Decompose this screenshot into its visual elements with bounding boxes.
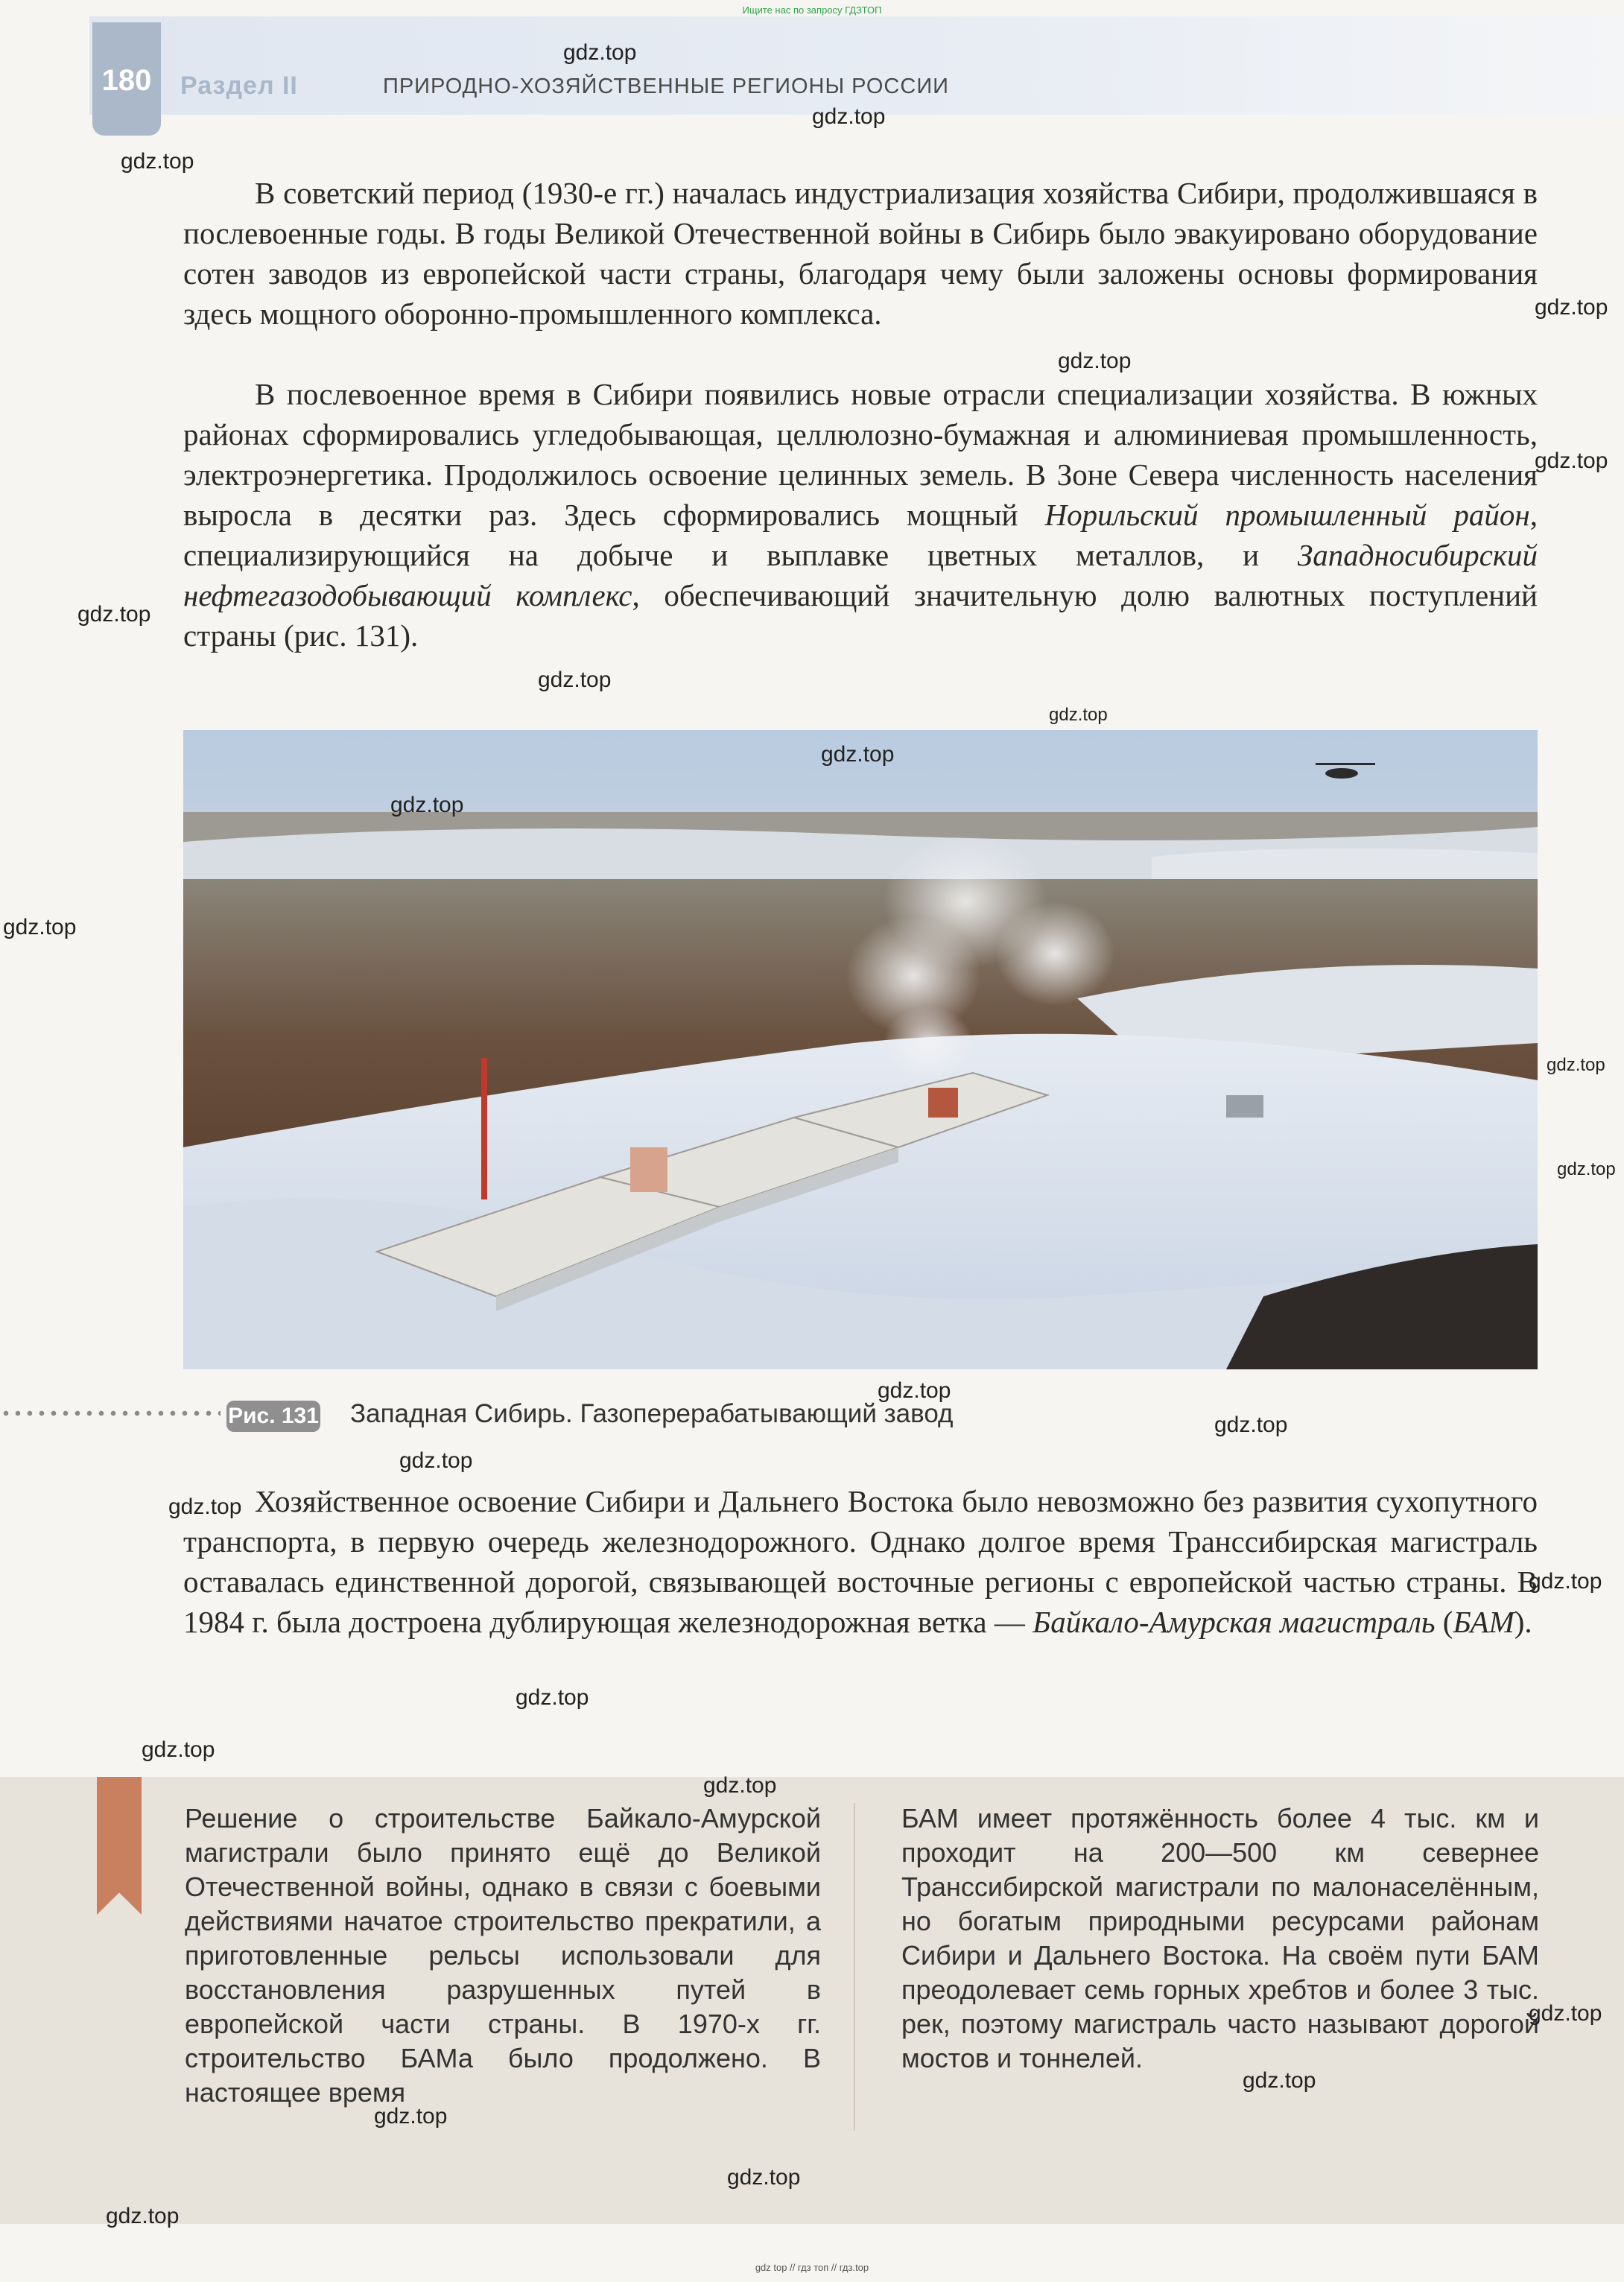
text-run: ). <box>1514 1605 1532 1639</box>
figure-photo-gas-plant <box>183 730 1538 1369</box>
watermark: gdz.top <box>3 915 77 939</box>
watermark: gdz.top <box>563 40 637 65</box>
page-number: 180 <box>101 64 152 97</box>
figure-leader-dots <box>0 1410 221 1416</box>
figure-label: Рис. 131 <box>226 1401 320 1432</box>
paragraph-postwar <box>183 374 1538 656</box>
watermark: gdz.top <box>1529 1569 1602 1594</box>
emphasis-bam: БАМ <box>1453 1605 1514 1639</box>
watermark: gdz.top <box>878 1378 951 1403</box>
running-title: ПРИРОДНО-ХОЗЯЙСТВЕННЫЕ РЕГИОНЫ РОССИИ <box>383 75 950 98</box>
text-run: Хозяйственное освоение Сибири и Дальнего Востока было невозможно без развития сухопутного транспорта, в первую очередь железнодорожного. Однако долгое время Транссибирская магистраль оставалась единственной дорогой, связывающей восточные регионы с европейской частью страны. В 1984 г. была достроена дублирующая железнодорожная ветка — <box>183 1484 1538 1639</box>
watermark: gdz.top <box>1535 295 1608 320</box>
text-run: , специализирующийся на добыче и выплавке цветных металлов, и <box>183 498 1538 572</box>
text-run: В послевоенное время в Сибири появились новые отрасли специализации хозяйства. В южных районах сформировались угледобывающая, целлюлозно-бумажная и алюминиевая промышленность, электроэнергетика. Продолжилось освоение целинных земель. В Зоне Севера численность населения выросла в десятки раз. Здесь сформировались мощный <box>183 377 1538 532</box>
paragraph-text <box>183 374 1538 656</box>
watermark: gdz.top <box>727 2165 801 2190</box>
bottom-note: gdz top // гдз топ // гдз.top <box>755 2262 869 2273</box>
watermark: gdz.top <box>1243 2068 1316 2093</box>
emphasis-west-siberian-complex: Западносибирский нефтегазодобывающий комплекс <box>183 538 1538 612</box>
info-box-right-column <box>901 1801 1539 2076</box>
emphasis-bam-full: Байкало-Амурская магистраль <box>1033 1605 1436 1639</box>
info-box-right-text: БАМ имеет протяжённость более 4 тыс. км и проходит на 200—500 км севернее Транссибирской магистрали по малонаселённым, но богатым природными ресурсами районам Сибири и Дальнего Востока. На своём пути БАМ преодолевает семь горных хребтов и более 3 тыс. рек, поэтому магистраль часто называют дорогой мостов и тоннелей. <box>901 1803 1539 2073</box>
watermark: gdz.top <box>106 2204 180 2228</box>
watermark: gdz.top <box>538 668 612 692</box>
top-note: Ищите нас по запросу ГДЗТОП <box>742 4 882 16</box>
watermark: gdz.top <box>1049 705 1108 725</box>
paragraph-soviet-period <box>183 173 1538 334</box>
watermark: gdz.top <box>1557 1159 1616 1179</box>
watermark: gdz.top <box>821 742 895 767</box>
watermark: gdz.top <box>121 149 194 174</box>
watermark: gdz.top <box>812 104 886 129</box>
info-box-divider <box>854 1803 855 2131</box>
figure-caption: Западная Сибирь. Газоперерабатывающий завод <box>350 1399 954 1428</box>
watermark: gdz.top <box>1529 2001 1602 2026</box>
watermark: gdz.top <box>77 602 151 627</box>
watermark: gdz.top <box>142 1737 215 1762</box>
emphasis-norilsk: Норильский промышленный район <box>1044 498 1530 532</box>
watermark: gdz.top <box>1214 1413 1288 1437</box>
watermark: gdz.top <box>168 1495 242 1519</box>
watermark: gdz.top <box>399 1448 473 1473</box>
info-box-left-text: Решение о строительстве Байкало-Амурской магистрали было принято ещё до Великой Отечественной войны, однако в связи с боевыми действиями начатое строительство прекратили, а приготовленные рельсы использовали для восстановления разрушенных путей в европейской части страны. В 1970-х гг. строительство БАМа было продолжено. В настоящее время <box>185 1803 821 2108</box>
text-run: ( <box>1435 1605 1453 1639</box>
watermark: gdz.top <box>516 1685 589 1710</box>
text-run: , обеспечивающий значительную долю валютных поступлений страны (рис. 131). <box>183 578 1538 653</box>
paragraph-transport <box>183 1481 1538 1642</box>
page-header <box>89 16 1624 115</box>
watermark: gdz.top <box>1535 449 1608 473</box>
info-box-left-column <box>185 1801 821 2110</box>
watermark: gdz.top <box>374 2104 448 2129</box>
paragraph-text <box>183 1481 1538 1642</box>
watermark: gdz.top <box>390 793 464 817</box>
paragraph-text: В советский период (1930-е гг.) началась индустриализация хозяйства Сибири, продолжившаяся в послевоенные годы. В годы Великой Отечественной войны в Сибирь было эвакуировано оборудование сотен заводов из европейской части страны, благодаря чему были заложены основы формирования здесь мощного оборонно-промышленного комплекса. <box>183 176 1538 331</box>
section-label: Раздел II <box>180 72 298 100</box>
watermark: gdz.top <box>703 1773 777 1798</box>
watermark: gdz.top <box>1058 349 1132 373</box>
watermark: gdz.top <box>1547 1055 1605 1075</box>
